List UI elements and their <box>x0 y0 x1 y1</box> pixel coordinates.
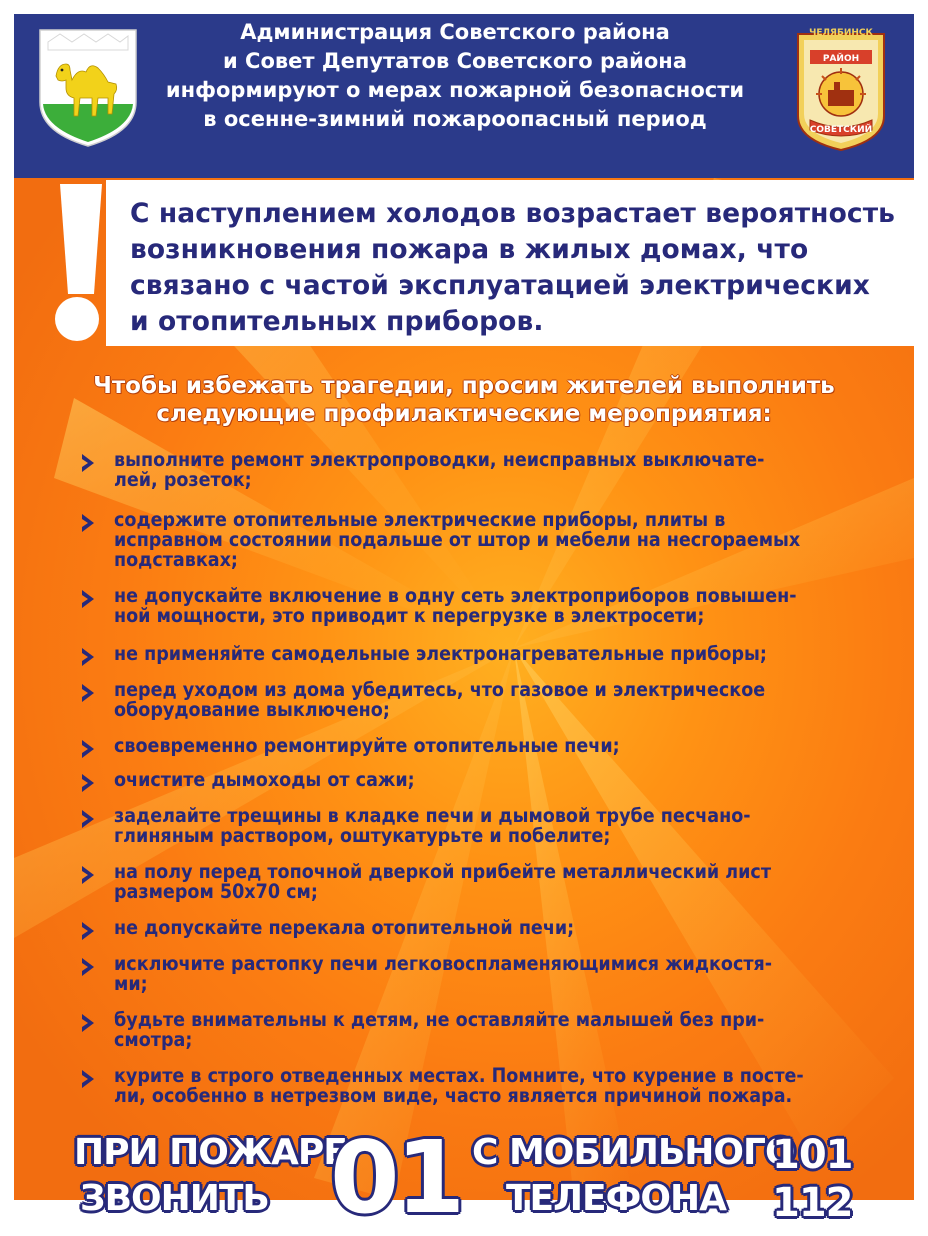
list-item-line: размером 50х70 см; <box>114 880 318 903</box>
list-item-line: будьте внимательны к детям, не оставляйте малышей без при- <box>114 1008 765 1031</box>
appeal-line-1: Чтобы избежать трагедии, просим жителей выполнить <box>93 373 835 399</box>
chevron-right-icon <box>80 588 96 610</box>
header-line-3: информируют о мерах пожарной безопасности <box>165 78 745 102</box>
list-item-line: очистите дымоходы от сажи; <box>114 768 415 791</box>
banner-left-line-1: ПРИ ПОЖАРЕ <box>74 1132 347 1173</box>
emblem-top-text: ЧЕЛЯБИНСК <box>809 28 873 38</box>
header-line-4: в осенне-зимний пожароопасный период <box>203 107 707 131</box>
emblem-middle-text: РАЙОН <box>822 54 860 64</box>
list-item-line: курите в строго отведенных местах. Помните, что курение в посте- <box>114 1064 804 1087</box>
appeal-line-2: следующие профилактические мероприятия: <box>156 401 772 427</box>
list-item-line: лей, розеток; <box>114 468 252 491</box>
list-item-line: ли, особенно в нетрезвом виде, часто является причиной пожара. <box>114 1084 793 1107</box>
list-item-line: на полу перед топочной дверкой прибейте металлический лист <box>114 860 771 883</box>
chevron-right-icon <box>80 682 96 704</box>
list-item-line: содержите отопительные электрические приборы, плиты в <box>114 508 726 531</box>
list-item-line: ной мощности, это приводит к перегрузке в электросети; <box>114 604 705 627</box>
banner-left-line-2: ЗВОНИТЬ <box>80 1178 269 1219</box>
list-item-line: глиняным раствором, оштукатурьте и побелите; <box>114 824 611 847</box>
chevron-right-icon <box>80 1012 96 1034</box>
list-item-line: смотра; <box>114 1028 193 1051</box>
list-item-line: не допускайте перекала отопительной печи; <box>114 916 575 939</box>
banner-right-line-1: С МОБИЛЬНОГО <box>472 1132 795 1173</box>
list-item-line: исключите растопку печи легковоспламеняющимися жидкостя- <box>114 952 773 975</box>
banner-right-line-2: ТЕЛЕФОНА <box>506 1178 726 1219</box>
chevron-right-icon <box>80 808 96 830</box>
banner-number-2: 112 <box>772 1180 853 1226</box>
list-item-line: исправном состоянии подальше от штор и мебели на несгораемых <box>114 528 801 551</box>
list-item-line: не применяйте самодельные электронагревательные приборы; <box>114 642 767 665</box>
banner-big-number: 01 <box>330 1119 462 1236</box>
list-item-line: своевременно ремонтируйте отопительные печи; <box>114 734 620 757</box>
intro-line-3: связано с частой эксплуатацией электрических <box>130 270 870 301</box>
emblem-bottom-text: СОВЕТСКИЙ <box>809 125 873 135</box>
chevron-right-icon <box>80 646 96 668</box>
intro-line-4: и отопительных приборов. <box>130 306 544 337</box>
intro-line-2: возникновения пожара в жилых домах, что <box>130 234 809 265</box>
header-line-1: Администрация Советского района <box>240 20 670 44</box>
chevron-right-icon <box>80 920 96 942</box>
header-line-2: и Совет Депутатов Советского района <box>223 49 687 73</box>
banner-number-1: 101 <box>772 1132 853 1178</box>
chevron-right-icon <box>80 956 96 978</box>
list-item-line: подставках; <box>114 548 238 571</box>
chevron-right-icon <box>80 512 96 534</box>
intro-line-1: С наступлением холодов возрастает вероятность <box>130 198 896 229</box>
chevron-right-icon <box>80 772 96 794</box>
list-item-line: заделайте трещины в кладке печи и дымовой трубе песчано- <box>114 804 751 827</box>
chevron-right-icon <box>80 452 96 474</box>
list-item-line: ми; <box>114 972 148 995</box>
chevron-right-icon <box>80 738 96 760</box>
list-item-line: перед уходом из дома убедитесь, что газовое и электрическое <box>114 678 766 701</box>
list-item-line: выполните ремонт электропроводки, неисправных выключате- <box>114 448 765 471</box>
list-item-line: не допускайте включение в одну сеть электроприборов повышен- <box>114 584 797 607</box>
list-item-line: оборудование выключено; <box>114 698 390 721</box>
chevron-right-icon <box>80 864 96 886</box>
chevron-right-icon <box>80 1068 96 1090</box>
emergency-banner <box>14 1119 914 1236</box>
